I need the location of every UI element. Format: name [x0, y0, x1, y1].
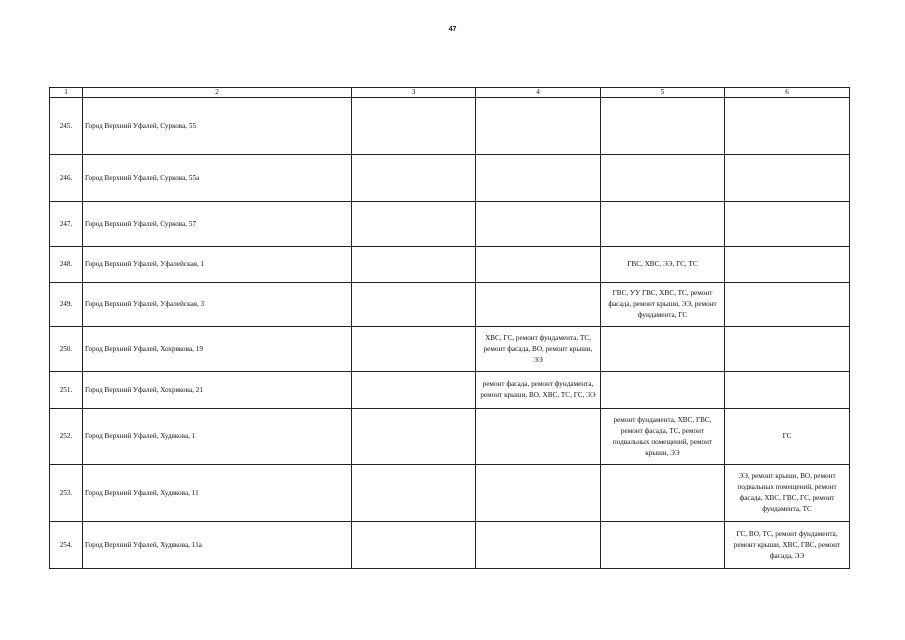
- cell-col6: ЭЭ, ремонт крыши, ВО, ремонт подвальных помещений, ремонт фасада, ХВС, ГВС, ГС, ремонт фундамента, ТС: [725, 465, 850, 522]
- cell-col4: [476, 283, 601, 327]
- cell-col6: [725, 283, 850, 327]
- cell-col6: [725, 247, 850, 283]
- row-address: Город Верхний Уфалей, Суркова, 55а: [83, 155, 352, 202]
- cell-col5: [601, 327, 725, 372]
- row-number: 249.: [50, 283, 83, 327]
- cell-col3: [352, 409, 476, 465]
- row-address: Город Верхний Уфалей, Хохрякова, 21: [83, 372, 352, 409]
- row-address: Город Верхний Уфалей, Уфалейская, 1: [83, 247, 352, 283]
- page-number: 47: [448, 26, 457, 33]
- column-header: 1: [50, 88, 83, 98]
- row-number: 245.: [50, 98, 83, 155]
- header-row: [50, 88, 850, 98]
- cell-col3: [352, 465, 476, 522]
- table-row: [50, 155, 850, 202]
- table-row: [50, 409, 850, 465]
- table-row: [50, 98, 850, 155]
- cell-col6: [725, 202, 850, 247]
- cell-col3: [352, 155, 476, 202]
- cell-col3: [352, 98, 476, 155]
- cell-col4: [476, 522, 601, 569]
- cell-col5: [601, 465, 725, 522]
- table-row: [50, 522, 850, 569]
- cell-col4: [476, 247, 601, 283]
- cell-col6: [725, 155, 850, 202]
- cell-col3: [352, 327, 476, 372]
- cell-col6: [725, 372, 850, 409]
- table-row: [50, 283, 850, 327]
- table-row: [50, 465, 850, 522]
- works-table: [49, 87, 850, 569]
- cell-col5: [601, 98, 725, 155]
- cell-col5: [601, 522, 725, 569]
- cell-col5: ремонт фундамента, ХВС, ГВС, ремонт фасада, ТС, ремонт подвальных помещений, ремонт крыши, ЭЭ: [601, 409, 725, 465]
- cell-col4: [476, 202, 601, 247]
- cell-col5: [601, 202, 725, 247]
- cell-col5: ГВС, ХВС, ЭЭ, ГС, ТС: [601, 247, 725, 283]
- cell-col4: [476, 465, 601, 522]
- cell-col3: [352, 283, 476, 327]
- row-address: Город Верхний Уфалей, Худякова, 1: [83, 409, 352, 465]
- column-header: 3: [352, 88, 476, 98]
- row-number: 251.: [50, 372, 83, 409]
- row-number: 246.: [50, 155, 83, 202]
- cell-col3: [352, 202, 476, 247]
- table-row: [50, 372, 850, 409]
- cell-col5: [601, 155, 725, 202]
- cell-col5: ГВС, УУ ГВС, ХВС, ТС, ремонт фасада, ремонт крыши, ЭЭ, ремонт фундамента, ГС: [601, 283, 725, 327]
- row-address: Город Верхний Уфалей, Худякова, 11: [83, 465, 352, 522]
- table-row: [50, 247, 850, 283]
- cell-col4: [476, 98, 601, 155]
- cell-col6: [725, 327, 850, 372]
- row-address: Город Верхний Уфалей, Худякова, 11а: [83, 522, 352, 569]
- column-header: 4: [476, 88, 601, 98]
- cell-col6: ГС: [725, 409, 850, 465]
- cell-col3: [352, 522, 476, 569]
- table-row: [50, 202, 850, 247]
- column-header: 6: [725, 88, 850, 98]
- column-header: 5: [601, 88, 725, 98]
- cell-col5: [601, 372, 725, 409]
- row-number: 252.: [50, 409, 83, 465]
- cell-col4: ХВС, ГС, ремонт фундамента, ТС, ремонт фасада, ВО, ремонт крыши, ЭЭ: [476, 327, 601, 372]
- cell-col4: [476, 409, 601, 465]
- row-number: 248.: [50, 247, 83, 283]
- cell-col3: [352, 247, 476, 283]
- table-row: [50, 327, 850, 372]
- row-number: 250.: [50, 327, 83, 372]
- column-header: 2: [83, 88, 352, 98]
- cell-col4: [476, 155, 601, 202]
- row-address: Город Верхний Уфалей, Суркова, 57: [83, 202, 352, 247]
- row-number: 253.: [50, 465, 83, 522]
- row-address: Город Верхний Уфалей, Хохрякова, 19: [83, 327, 352, 372]
- cell-col4: ремонт фасада, ремонт фундамента, ремонт крыши, ВО, ХВС, ТС, ГС, ЭЭ: [476, 372, 601, 409]
- row-number: 247.: [50, 202, 83, 247]
- row-address: Город Верхний Уфалей, Уфалейская, 3: [83, 283, 352, 327]
- row-number: 254.: [50, 522, 83, 569]
- cell-col3: [352, 372, 476, 409]
- cell-col6: [725, 98, 850, 155]
- row-address: Город Верхний Уфалей, Суркова, 55: [83, 98, 352, 155]
- cell-col6: ГС, ВО, ТС, ремонт фундамента, ремонт крыши, ХВС, ГВС, ремонт фасада, ЭЭ: [725, 522, 850, 569]
